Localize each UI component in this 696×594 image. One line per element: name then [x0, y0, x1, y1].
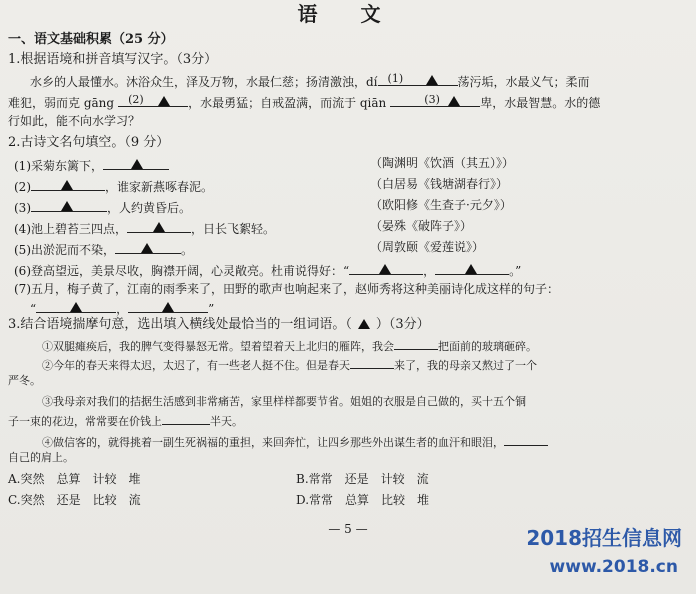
- poem-text: 。”: [509, 264, 522, 278]
- poem-source: （晏殊《破阵子》）: [370, 219, 473, 233]
- answer-blank[interactable]: [128, 300, 208, 313]
- poem-text: (2): [14, 180, 31, 194]
- poem-line-7b: [30, 300, 214, 315]
- q1-line2: [8, 94, 600, 109]
- triangle-marker-icon: [465, 264, 477, 274]
- q3-sentence-3-cont: [8, 414, 243, 427]
- answer-blank[interactable]: [504, 435, 548, 446]
- triangle-marker-icon: [153, 222, 165, 232]
- q3-sentence-2: [42, 358, 537, 371]
- answer-blank[interactable]: [394, 339, 438, 350]
- sentence-text: 来了，我的母亲又熬过了一个: [394, 359, 537, 372]
- q2-stem: 2.古诗文名句填空。（9 分）: [8, 135, 170, 150]
- triangle-marker-icon: [448, 96, 460, 106]
- answer-slot[interactable]: [352, 318, 376, 331]
- q3-sentence-3: ③我母亲对我们的拮据生活感到非常痛苦，家里样样都要节省。姐姐的衣服是自己做的，买十五个铜: [42, 395, 526, 408]
- answer-blank[interactable]: [127, 220, 191, 233]
- poem-text: (4)池上碧苔三四点，: [14, 222, 127, 236]
- watermark-title: 2018招生信息网: [526, 526, 682, 550]
- poem-text: (1)采菊东篱下，: [14, 159, 103, 173]
- sentence-text: ②今年的春天来得太迟，太迟了，有一些老人挺不住。但是春天: [42, 359, 350, 372]
- answer-blank[interactable]: [435, 262, 509, 275]
- answer-blank[interactable]: [31, 178, 105, 191]
- q3-sentence-2-cont: 严冬。: [8, 374, 41, 387]
- poem-text: ，谁家新燕啄春泥。: [105, 180, 214, 194]
- answer-blank[interactable]: [115, 241, 181, 254]
- q1-line3: 行如此，能不向水学习？: [8, 114, 141, 128]
- triangle-marker-icon: [70, 302, 82, 312]
- poem-text: (6)登高望远，美景尽收，胸襟开阔，心灵敞亮。杜甫说得好：“: [14, 264, 350, 278]
- poem-text: (3): [14, 201, 31, 215]
- page-number: — 5 —: [328, 522, 368, 536]
- option-d[interactable]: D.常常 总算 比较 堆: [296, 493, 430, 507]
- sentence-text: ①双腿瘫痪后，我的脾气变得暴怒无常。望着望着天上北归的雁阵，我会: [42, 340, 394, 353]
- watermark-url: www.2018.cn: [549, 557, 678, 577]
- triangle-marker-icon: [426, 75, 438, 85]
- poem-text: (5)出淤泥而不染，: [14, 243, 115, 257]
- q1-line1: [30, 73, 590, 88]
- q3-stem: [8, 318, 430, 331]
- answer-blank[interactable]: [31, 199, 107, 212]
- triangle-marker-icon: [131, 159, 143, 169]
- q3-sentence-4: [42, 435, 548, 448]
- poem-line: [14, 157, 169, 172]
- option-a[interactable]: A.突然 总算 计较 堆: [8, 472, 141, 486]
- blank-number: (3): [424, 93, 440, 106]
- poem-text: “: [30, 302, 37, 316]
- poem-line: [14, 241, 193, 256]
- q3-sentence-4-cont: 自己的肩上。: [8, 451, 74, 464]
- triangle-marker-icon: [61, 180, 73, 190]
- answer-blank[interactable]: [118, 94, 188, 107]
- blank-number: (2): [128, 93, 144, 106]
- q1-text: 水乡的人最懂水。沐浴众生，泽及万物，水最仁慈；扬清激浊，dí: [30, 75, 378, 89]
- poem-line-6: (6)登高望远，美景尽收，胸襟开阔，心灵敞亮。杜甫说得好：“ ， 。”: [14, 264, 522, 278]
- poem-text: ，人约黄昏后。: [107, 201, 192, 215]
- sentence-text: 子一束的花边，常常要在价钱上: [8, 415, 162, 428]
- poem-source: （周敦颐《爱莲说》）: [370, 240, 485, 254]
- sentence-text: ④做信客的，就得挑着一副生死祸福的重担，来回奔忙，让四乡那些外出谋生者的血汗和眼泪，: [42, 436, 504, 449]
- q3-sentence-1: [42, 339, 537, 352]
- poem-source: （陶渊明《饮酒（其五）》）: [370, 156, 515, 170]
- blank-number: (1): [387, 72, 404, 85]
- poem-text: ，: [116, 302, 129, 316]
- poem-line: [14, 220, 275, 235]
- sentence-text: 半天。: [210, 415, 243, 428]
- triangle-marker-icon: [358, 319, 370, 329]
- answer-blank[interactable]: [162, 414, 210, 425]
- answer-blank[interactable]: [378, 73, 458, 86]
- poem-text: ”: [208, 302, 215, 316]
- poem-source: （欧阳修《生查子·元夕》）: [370, 198, 512, 212]
- q3-stem-text: ）（3分）: [375, 317, 430, 332]
- option-b[interactable]: B.常常 还是 计较 流: [296, 472, 429, 486]
- sentence-text: 把面前的玻璃砸碎。: [438, 340, 537, 353]
- section-heading: 一、语文基础积累（25 分）: [8, 32, 174, 47]
- q1-text: 荡污垢，水最义气；柔而: [457, 75, 590, 89]
- option-c[interactable]: C.突然 还是 比较 流: [8, 493, 141, 507]
- answer-blank[interactable]: [103, 157, 169, 170]
- q1-text: ，水最勇猛；自戒盈满，而流于 qiān: [188, 96, 387, 110]
- page-title: 语 文: [297, 2, 399, 26]
- poem-line: [14, 199, 191, 214]
- answer-blank[interactable]: [390, 94, 480, 107]
- poem-line: [14, 178, 213, 193]
- poem-source: （白居易《钱塘湖春行》）: [370, 177, 509, 191]
- q3-stem-text: 3.结合语境揣摩句意，选出填入横线处最恰当的一组词语。（: [8, 317, 352, 332]
- triangle-marker-icon: [61, 201, 73, 211]
- triangle-marker-icon: [141, 243, 153, 253]
- triangle-marker-icon: [162, 302, 174, 312]
- answer-blank[interactable]: [36, 300, 116, 313]
- poem-text: ，日长飞絮轻。: [191, 222, 276, 236]
- q1-stem: 1.根据语境和拼音填写汉字。（3分）: [8, 52, 218, 67]
- q1-text: 卑，水最智慧。水的德: [480, 96, 601, 110]
- poem-text: 。: [181, 243, 194, 257]
- poem-line-7: (7)五月，梅子黄了，江南的雨季来了，田野的歌声也响起来了，赵师秀将这种美丽诗化成这样的句子：: [14, 282, 560, 296]
- triangle-marker-icon: [158, 96, 170, 106]
- q1-text: 难犯，弱而克 gāng: [8, 96, 115, 110]
- answer-blank[interactable]: [349, 262, 423, 275]
- triangle-marker-icon: [379, 264, 391, 274]
- answer-blank[interactable]: [350, 358, 394, 369]
